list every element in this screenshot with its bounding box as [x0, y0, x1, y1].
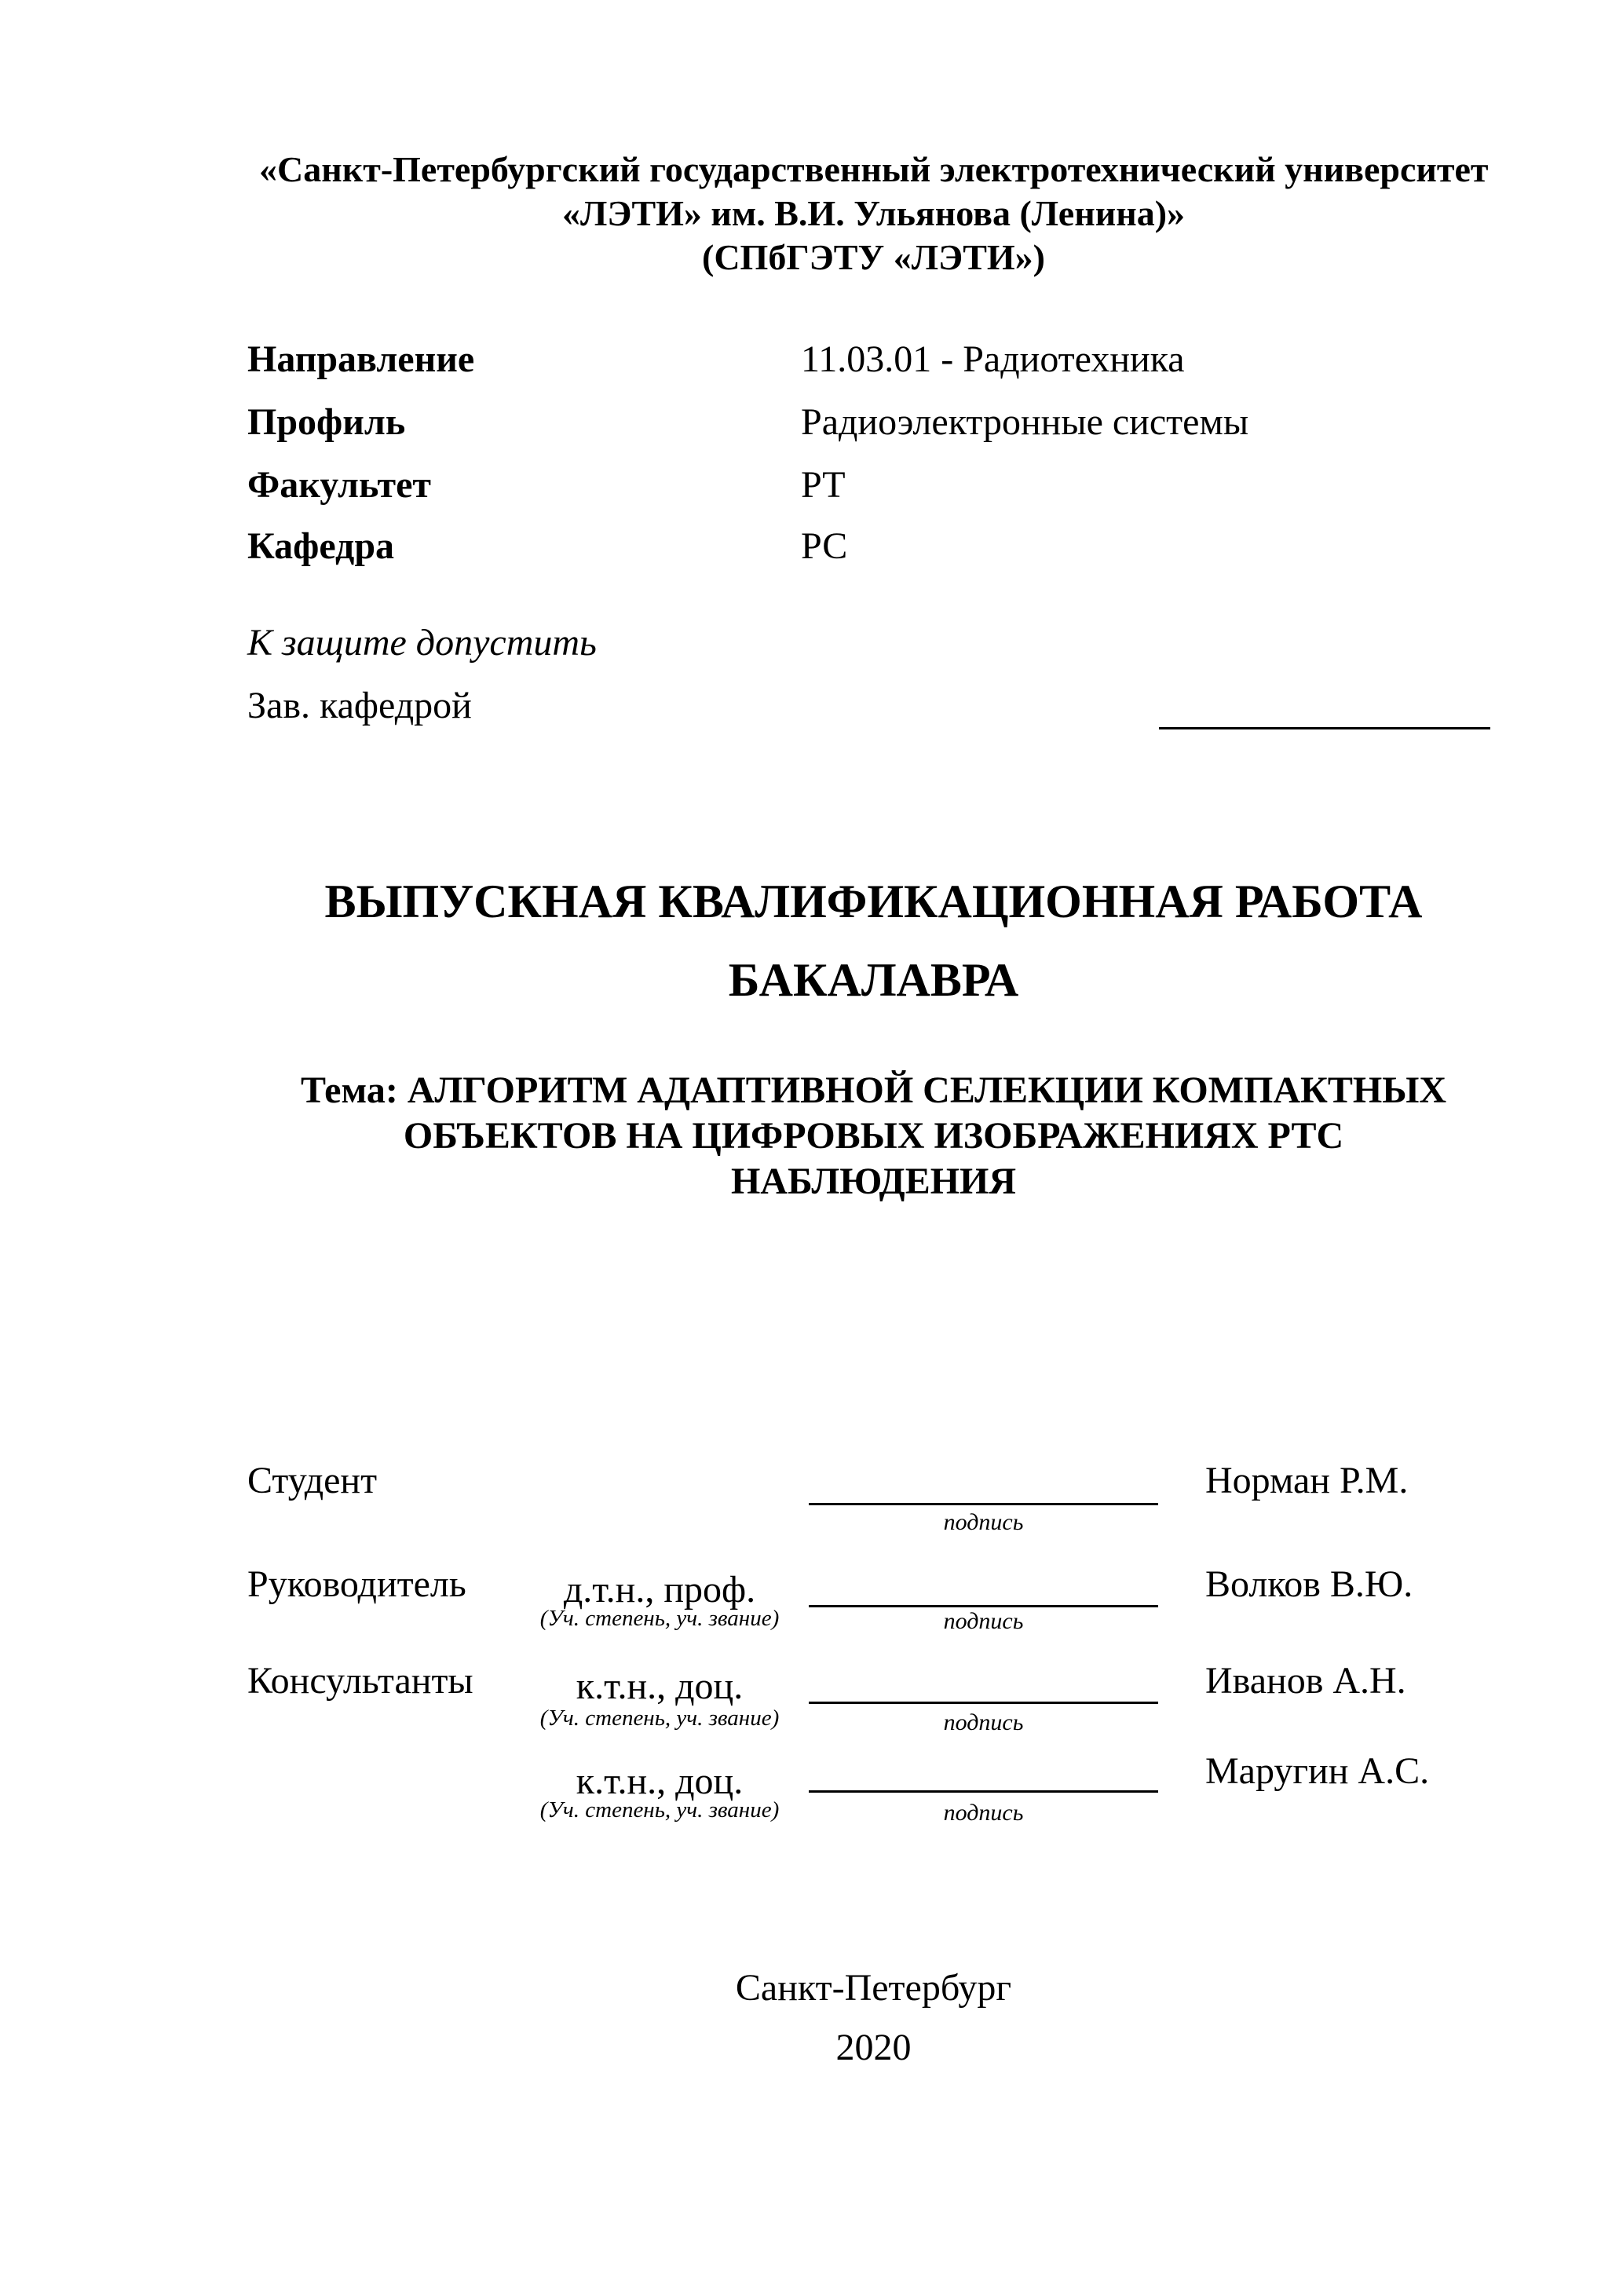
- field-value-direction: 11.03.01 - Радиотехника: [801, 338, 1185, 380]
- signature-line: [809, 1675, 1158, 1704]
- signature-line: [809, 1578, 1158, 1607]
- footer: [259, 1958, 1488, 2078]
- role-label: Руководитель: [247, 1563, 466, 1605]
- field-label-profile: Профиль: [247, 401, 406, 443]
- signature-caption: подпись: [943, 1709, 1024, 1735]
- signatory-name: Маругин А.С.: [1205, 1750, 1430, 1792]
- field-value-profile: Радиоэлектронные системы: [801, 401, 1249, 443]
- field-value-faculty: РТ: [801, 464, 846, 506]
- work-type-line-1: ВЫПУСКНАЯ КВАЛИФИКАЦИОННАЯ РАБОТА: [324, 876, 1423, 927]
- dean-signature-line: [1159, 700, 1490, 729]
- signatory-name: Иванов А.Н.: [1205, 1660, 1406, 1702]
- university-header: [259, 148, 1488, 280]
- degree-label: д.т.н., проф.: [563, 1569, 756, 1610]
- signature-caption: подпись: [943, 1608, 1024, 1634]
- university-name-line-1: «Санкт-Петербургский государственный электротехнический университет: [259, 149, 1489, 189]
- signature-caption: подпись: [943, 1509, 1024, 1535]
- field-label-faculty: Факультет: [247, 464, 431, 506]
- signature-caption: подпись: [943, 1800, 1024, 1826]
- degree-caption: (Уч. степень, уч. звание): [539, 1706, 780, 1731]
- degree-caption: (Уч. степень, уч. звание): [539, 1797, 780, 1823]
- work-type-title: [259, 862, 1488, 1019]
- work-type-line-2: БАКАЛАВРА: [728, 954, 1019, 1006]
- role-label: Студент: [247, 1460, 378, 1501]
- theme-line-2: ОБЪЕКТОВ НА ЦИФРОВЫХ ИЗОБРАЖЕНИЯХ РТС: [403, 1115, 1344, 1157]
- admission-statement: К защите допустить: [247, 622, 597, 664]
- field-label-direction: Направление: [247, 338, 475, 380]
- footer-city: Санкт-Петербург: [735, 1967, 1012, 2009]
- footer-year: 2020: [835, 2027, 912, 2068]
- degree-label: к.т.н., доц.: [576, 1665, 744, 1707]
- signatory-name: Волков В.Ю.: [1205, 1563, 1413, 1605]
- signature-line: [809, 1764, 1158, 1793]
- theme-title: [259, 1068, 1488, 1205]
- university-name-line-3: (СПбГЭТУ «ЛЭТИ»): [702, 237, 1045, 277]
- degree-label: к.т.н., доц.: [576, 1760, 744, 1802]
- degree-caption: (Уч. степень, уч. звание): [539, 1606, 780, 1631]
- role-label: Консультанты: [247, 1660, 473, 1702]
- field-value-department: РС: [801, 525, 848, 567]
- signatory-name: Норман Р.М.: [1205, 1460, 1409, 1501]
- theme-line-1: Тема: АЛГОРИТМ АДАПТИВНОЙ СЕЛЕКЦИИ КОМПАКТНЫХ: [300, 1069, 1446, 1111]
- theme-line-3: НАБЛЮДЕНИЯ: [730, 1161, 1017, 1202]
- field-label-department: Кафедра: [247, 525, 395, 567]
- dean-role-label: Зав. кафедрой: [247, 685, 472, 726]
- signature-line: [809, 1476, 1158, 1505]
- university-name-line-2: «ЛЭТИ» им. В.И. Ульянова (Ленина)»: [561, 193, 1186, 233]
